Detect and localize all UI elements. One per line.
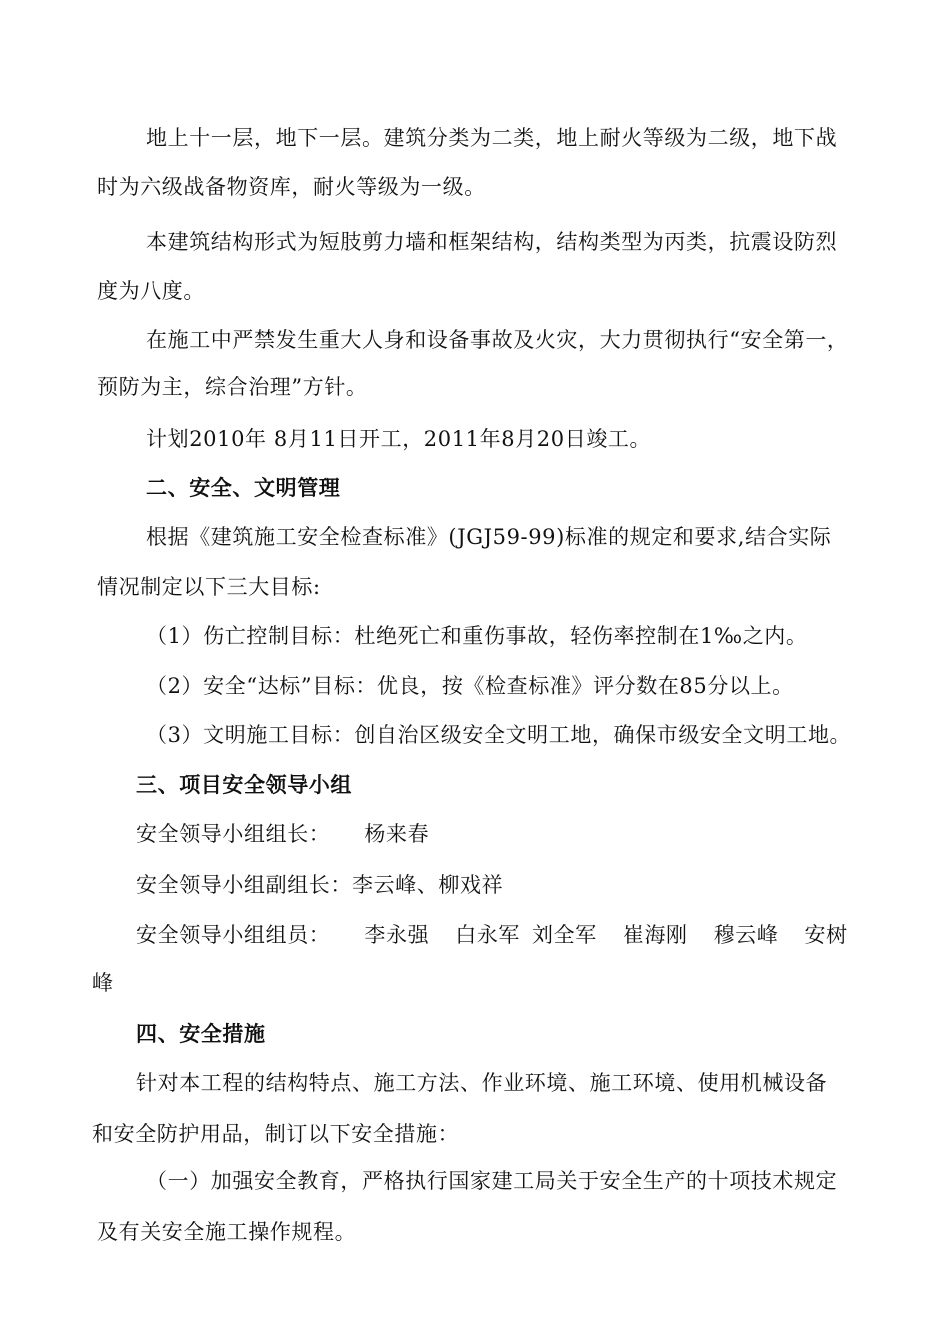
team-leader-line bbox=[136, 819, 429, 849]
paragraph-line: 时为六级战备物资库，耐火等级为一级。 bbox=[97, 175, 486, 199]
team-member: 崔海刚 bbox=[622, 923, 688, 947]
team-member: 安树 bbox=[804, 923, 848, 947]
paragraph-line: 在施工中严禁发生重大人身和设备事故及火灾，大力贯彻执行“安全第一， bbox=[146, 328, 849, 352]
paragraph-line: 和安全防护用品，制订以下安全措施： bbox=[92, 1122, 460, 1146]
team-deputy-line bbox=[136, 870, 503, 900]
section-heading: 三、项目安全领导小组 bbox=[136, 772, 352, 797]
goal-item: （2）安全“达标”目标：优良，按《检查标准》评分数在85分以上。 bbox=[146, 674, 794, 698]
team-members-line bbox=[136, 920, 848, 950]
team-leader-label: 安全领导小组组长： bbox=[136, 822, 331, 846]
paragraph-line: 本建筑结构形式为短肢剪力墙和框架结构，结构类型为丙类，抗震设防烈 bbox=[146, 230, 838, 254]
paragraph-line: 预防为主，综合治理”方针。 bbox=[97, 375, 368, 399]
team-members-label: 安全领导小组组员： bbox=[136, 923, 331, 947]
team-member: 白永军 bbox=[455, 923, 521, 947]
paragraph-line: 度为八度。 bbox=[97, 279, 205, 303]
paragraph-line: 针对本工程的结构特点、施工方法、作业环境、施工环境、使用机械设备 bbox=[136, 1071, 828, 1095]
team-deputy-names: 李云峰、柳戏祥 bbox=[352, 873, 504, 897]
team-deputy-label: 安全领导小组副组长： bbox=[136, 873, 352, 897]
paragraph-line: 情况制定以下三大目标: bbox=[97, 575, 321, 599]
team-member: 刘全军 bbox=[532, 923, 597, 947]
team-leader-name: 杨来春 bbox=[364, 822, 430, 846]
team-member: 穆云峰 bbox=[713, 923, 779, 947]
team-member: 李永强 bbox=[364, 923, 430, 947]
goal-item: （3）文明施工目标：创自治区级安全文明工地，确保市级安全文明工地。 bbox=[146, 723, 852, 747]
paragraph-line: 及有关安全施工操作规程。 bbox=[97, 1220, 357, 1244]
section-heading: 四、安全措施 bbox=[136, 1021, 266, 1046]
section-heading: 二、安全、文明管理 bbox=[146, 475, 341, 500]
goal-item: （1）伤亡控制目标：杜绝死亡和重伤事故，轻伤率控制在1‰之内。 bbox=[146, 624, 808, 648]
paragraph-line: 地上十一层，地下一层。建筑分类为二类，地上耐火等级为二级，地下战 bbox=[146, 126, 838, 150]
paragraph-line: 根据《建筑施工安全检查标准》(JGJ59-99)标准的规定和要求,结合实际 bbox=[146, 525, 832, 549]
team-members-wrap: 峰 bbox=[92, 971, 114, 995]
paragraph-line: （一）加强安全教育，严格执行国家建工局关于安全生产的十项技术规定 bbox=[146, 1169, 838, 1193]
paragraph-line: 计划2010年 8月11日开工，2011年8月20日竣工。 bbox=[146, 427, 652, 451]
